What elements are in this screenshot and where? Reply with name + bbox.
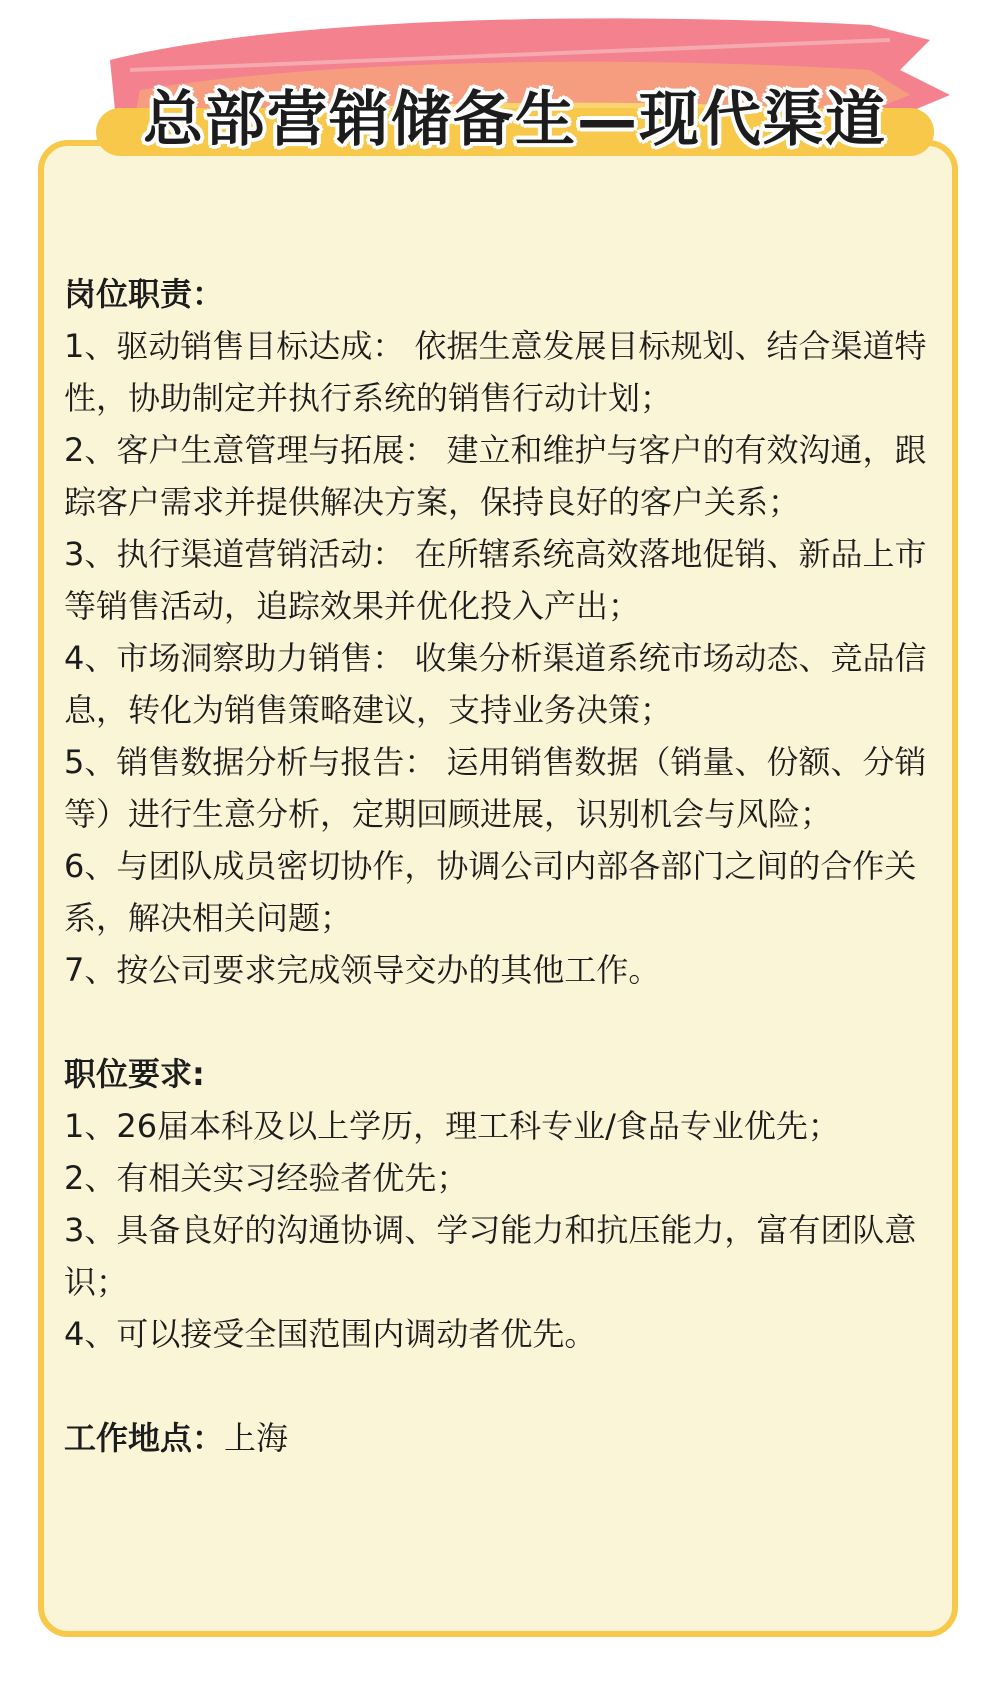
duty-item: 7、按公司要求完成领导交办的其他工作。 <box>64 951 661 989</box>
duty-item: 2、客户生意管理与拓展： 建立和维护与客户的有效沟通，跟踪客户需求并提供解决方案，保持良好的客户关系； <box>64 431 927 521</box>
section-spacer <box>64 1360 944 1412</box>
requirements-heading: 职位要求: <box>64 1055 205 1093</box>
duty-item: 5、销售数据分析与报告： 运用销售数据（销量、份额、分销等）进行生意分析，定期回顾进展，识别机会与风险； <box>64 743 927 833</box>
duty-item: 6、与团队成员密切协作，协调公司内部各部门之间的合作关系，解决相关问题； <box>64 847 917 937</box>
requirement-item: 2、有相关实习经验者优先； <box>64 1159 469 1197</box>
requirement-item: 4、可以接受全国范围内调动者优先。 <box>64 1315 597 1353</box>
requirement-item: 3、具备良好的沟通协调、学习能力和抗压能力，富有团队意识； <box>64 1211 917 1301</box>
duty-item: 4、市场洞察助力销售： 收集分析渠道系统市场动态、竞品信息，转化为销售策略建议，支持业务决策； <box>64 639 927 729</box>
duty-item: 3、执行渠道营销活动： 在所辖系统高效落地促销、新品上市等销售活动，追踪效果并优化投入产出； <box>64 535 927 625</box>
job-description <box>64 268 944 1464</box>
requirement-item: 1、26届本科及以上学历，理工科专业/食品专业优先； <box>64 1107 840 1145</box>
duties-heading: 岗位职责： <box>64 275 225 313</box>
duty-item: 1、驱动销售目标达成： 依据生意发展目标规划、结合渠道特性，协助制定并执行系统的销售行动计划； <box>64 327 927 417</box>
section-spacer <box>64 996 944 1048</box>
page-title: 总部营销储备生—现代渠道 <box>143 85 887 155</box>
location-line <box>64 1412 944 1464</box>
location-label: 工作地点： <box>64 1419 225 1457</box>
location-value: 上海 <box>224 1419 289 1457</box>
